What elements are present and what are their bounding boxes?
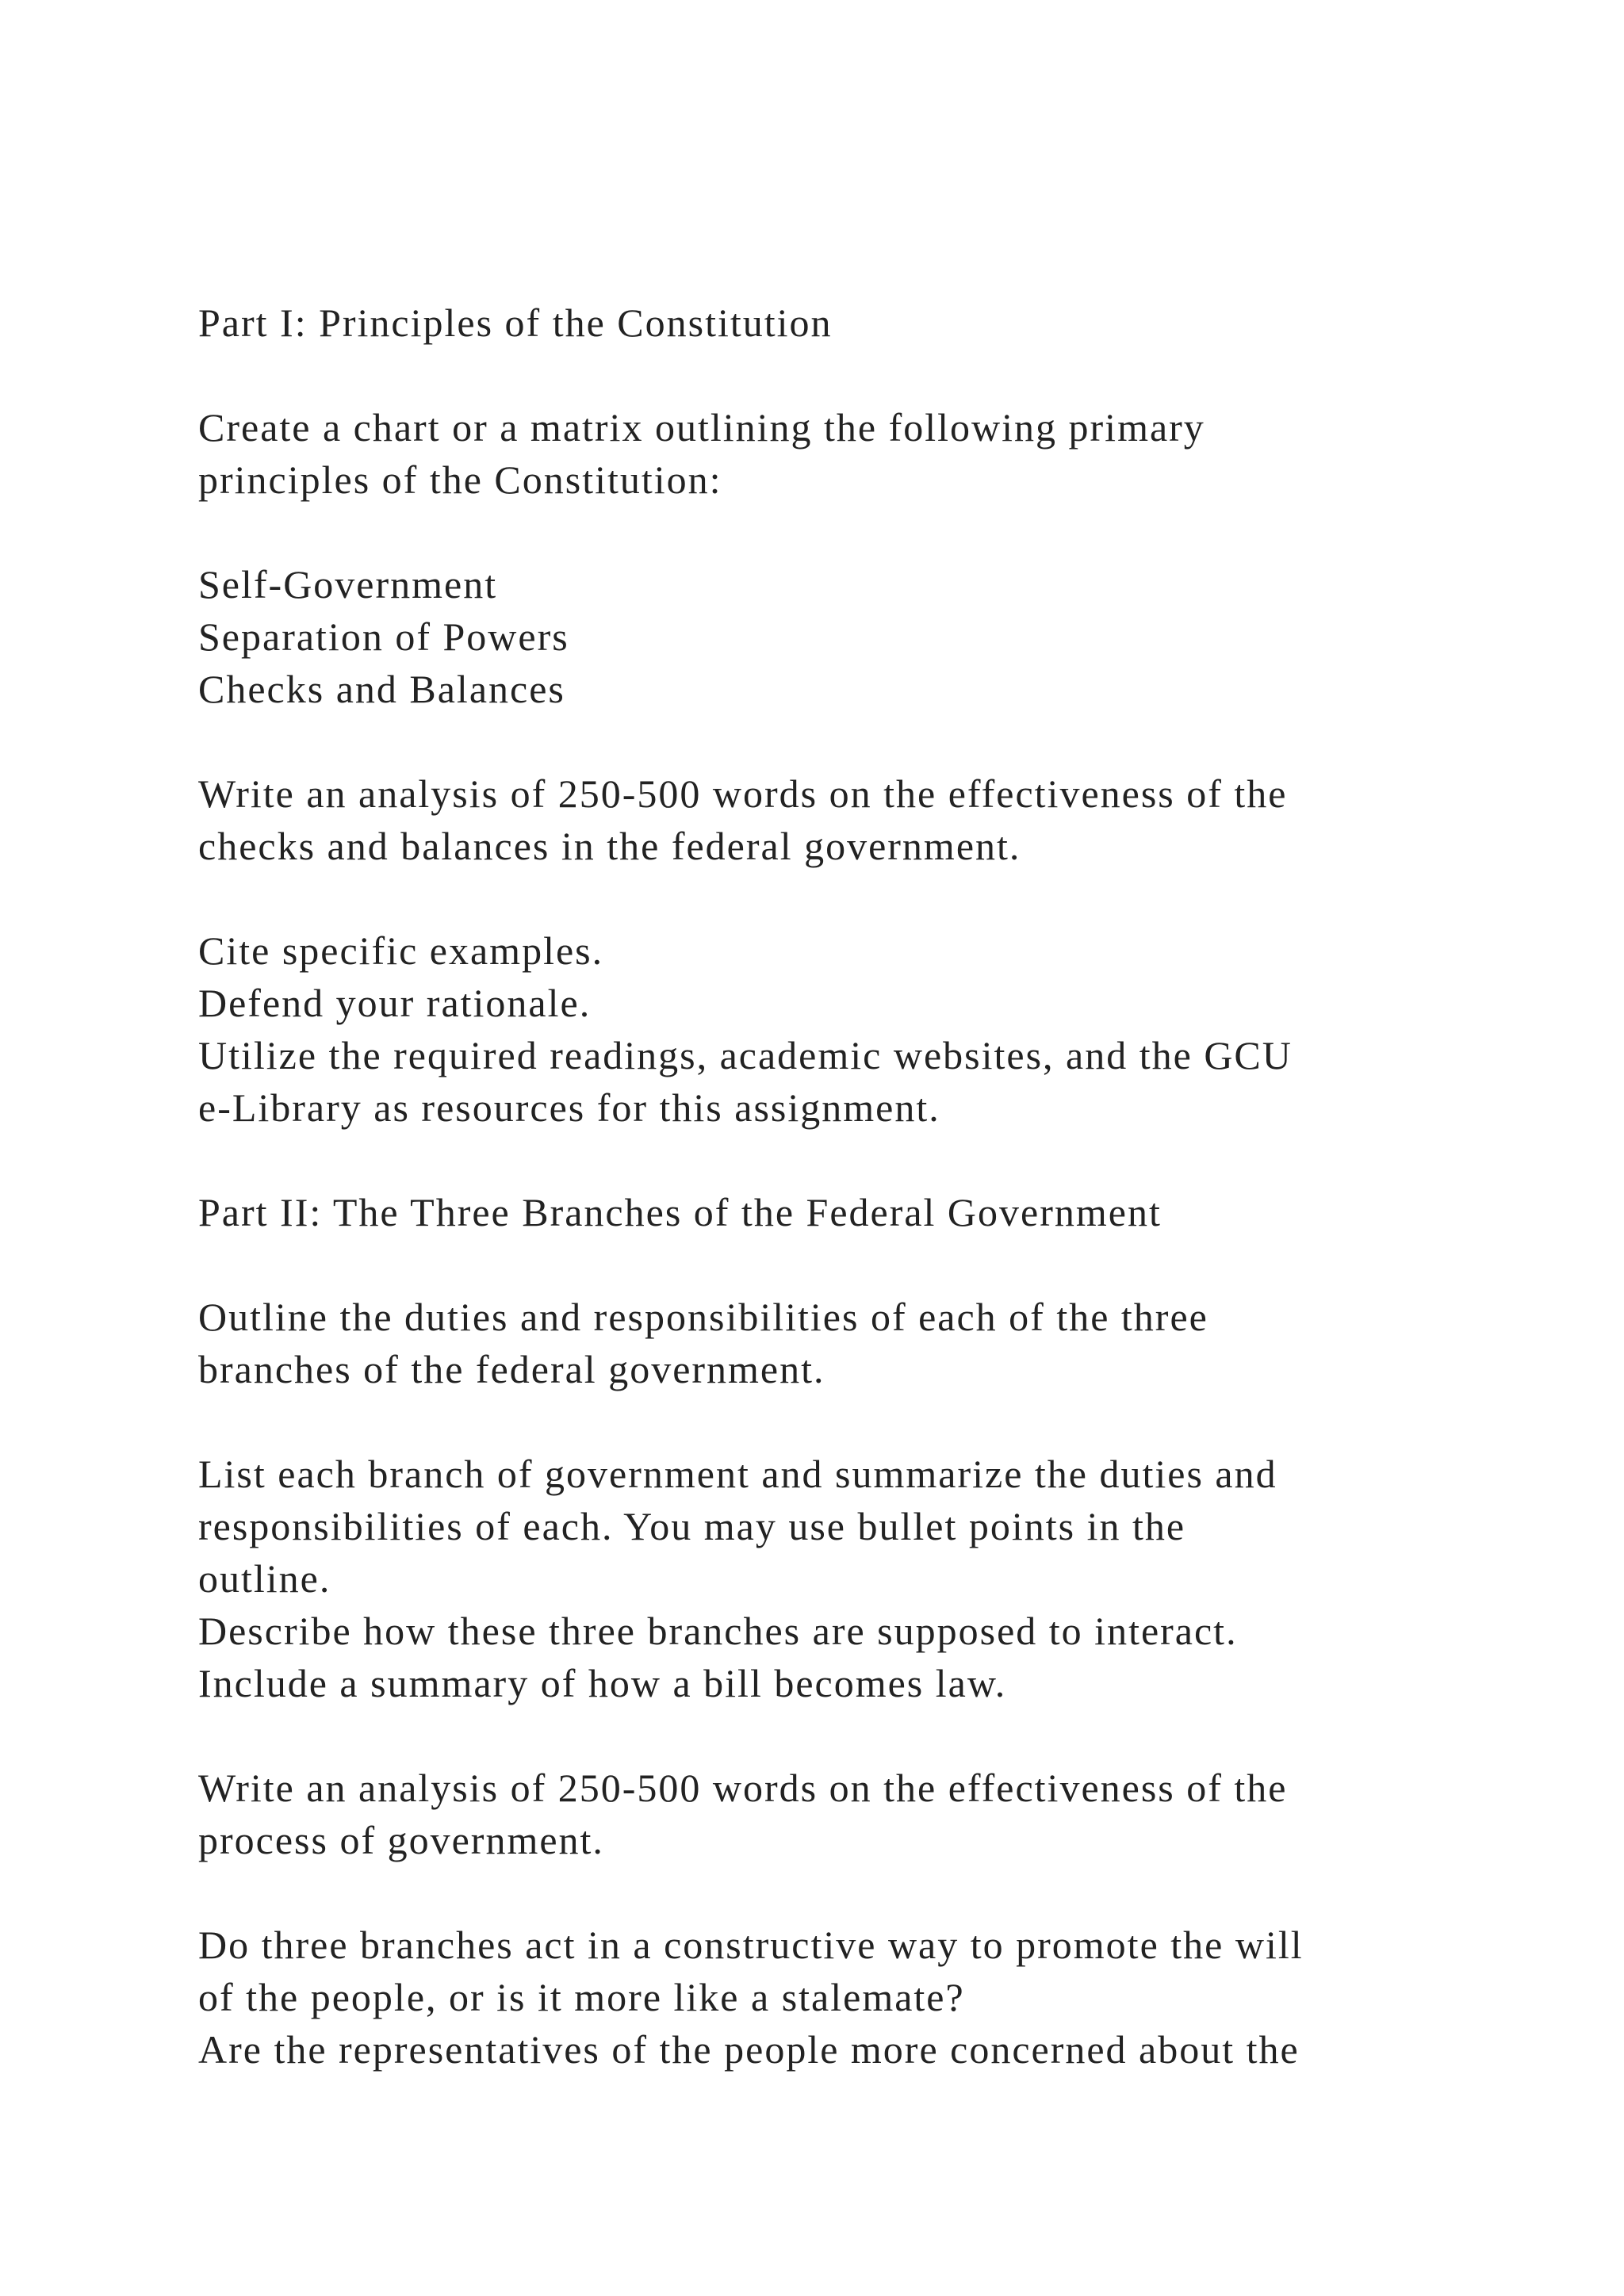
paragraph-gap	[198, 1709, 1467, 1762]
list-item: Include a summary of how a bill becomes law.	[198, 1661, 1007, 1705]
list-item: Do three branches act in a constructive way to promote the will	[198, 1923, 1304, 1967]
analysis2-points	[198, 1919, 1467, 2076]
paragraph-gap	[198, 1395, 1467, 1448]
list-item: Self-Government	[198, 562, 498, 607]
list-item: of the people, or is it more like a stalemate?	[198, 1975, 965, 2019]
principles-list	[198, 558, 1467, 715]
list-item: Cite specific examples.	[198, 928, 604, 973]
list-item: responsibilities of each. You may use bullet points in the	[198, 1504, 1186, 1548]
part1-heading	[198, 297, 1467, 349]
list-item: Are the representatives of the people more concerned about the	[198, 2027, 1300, 2072]
analysis1-points	[198, 924, 1467, 1134]
paragraph-gap	[198, 1134, 1467, 1186]
paragraph-gap	[198, 506, 1467, 558]
text-line: Create a chart or a matrix outlining the following primary	[198, 405, 1205, 450]
text-line: Write an analysis of 250-500 words on the effectiveness of the	[198, 771, 1288, 816]
part2-intro	[198, 1291, 1467, 1395]
heading-line: Part II: The Three Branches of the Federal Government	[198, 1190, 1162, 1234]
paragraph-gap	[198, 872, 1467, 924]
list-item: Utilize the required readings, academic websites, and the GCU	[198, 1033, 1293, 1077]
list-item: Checks and Balances	[198, 667, 565, 711]
text-line: process of government.	[198, 1818, 604, 1862]
analysis1-paragraph	[198, 767, 1467, 872]
paragraph-gap	[198, 1866, 1467, 1919]
heading-line: Part I: Principles of the Constitution	[198, 300, 833, 345]
part2-heading	[198, 1186, 1467, 1238]
text-line: Write an analysis of 250-500 words on the effectiveness of the	[198, 1766, 1288, 1810]
text-line: branches of the federal government.	[198, 1347, 825, 1391]
list-item: List each branch of government and summarize the duties and	[198, 1452, 1277, 1496]
document-body	[198, 297, 1467, 2076]
list-item: e-Library as resources for this assignment.	[198, 1085, 940, 1130]
part2-points	[198, 1448, 1467, 1709]
list-item: Separation of Powers	[198, 614, 569, 659]
paragraph-gap	[198, 349, 1467, 401]
paragraph-gap	[198, 715, 1467, 767]
text-line: checks and balances in the federal government.	[198, 824, 1021, 868]
list-item: Defend your rationale.	[198, 981, 592, 1025]
paragraph-gap	[198, 1238, 1467, 1291]
text-line: Outline the duties and responsibilities of each of the three	[198, 1295, 1208, 1339]
analysis2-paragraph	[198, 1762, 1467, 1866]
part1-intro	[198, 401, 1467, 506]
text-line: principles of the Constitution:	[198, 457, 722, 502]
list-item: Describe how these three branches are supposed to interact.	[198, 1609, 1238, 1653]
list-item: outline.	[198, 1556, 331, 1601]
